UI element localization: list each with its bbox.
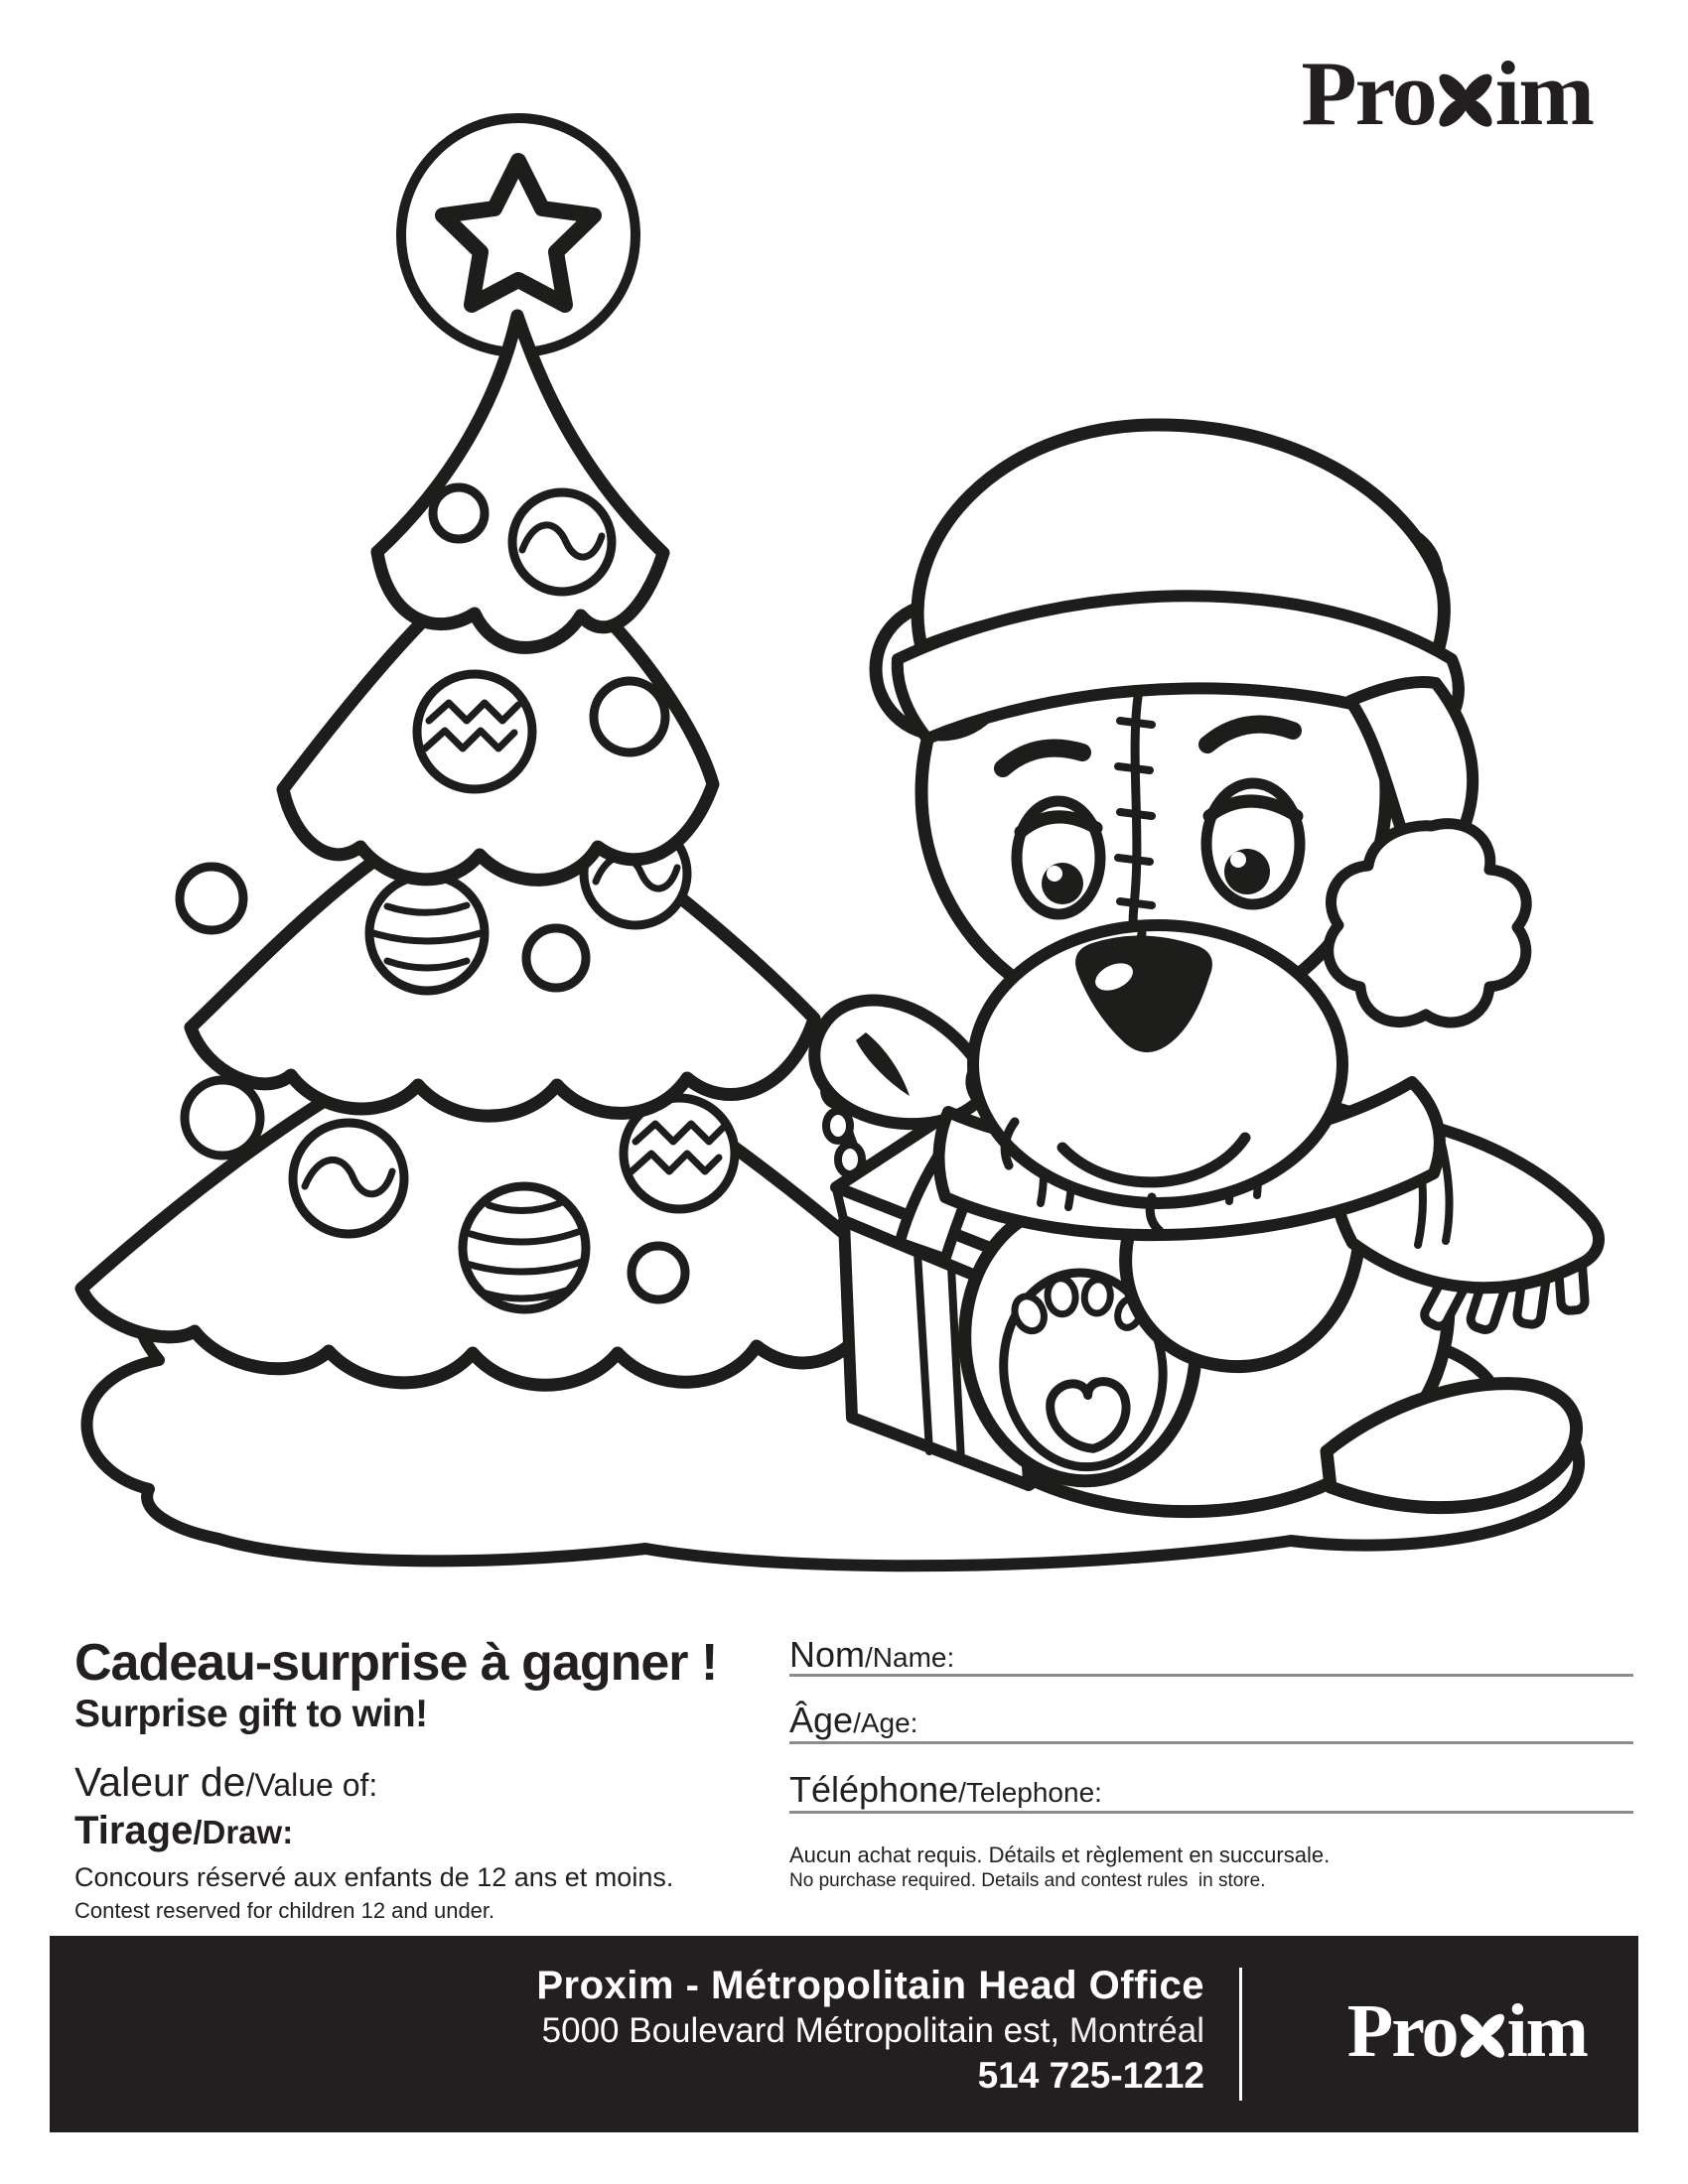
age-field-line[interactable] — [789, 1741, 1633, 1744]
footer-office-name: Proxim - Métropolitain Head Office — [536, 1964, 1204, 2007]
draw-line — [74, 1809, 293, 1853]
proxim-logo-text-post: im — [1506, 1989, 1587, 2073]
christmas-tree-icon — [81, 316, 892, 1385]
footer-divider — [1239, 1968, 1242, 2101]
proxim-x-icon — [1454, 2005, 1511, 2063]
headline-fr: Cadeau-surprise à gagner ! — [74, 1634, 718, 1692]
teddy-bear-icon — [814, 425, 1599, 1512]
form-disclaimer-fr: Aucun achat requis. Détails et règlement en succursale. — [789, 1843, 1331, 1867]
age-field-label: Âge/Age: — [789, 1700, 918, 1740]
headline-en: Surprise gift to win! — [74, 1693, 428, 1735]
telephone-field-line[interactable] — [789, 1811, 1633, 1814]
footer-bar — [50, 1936, 1638, 2132]
footer-text-block — [536, 1962, 1204, 2099]
name-field-line[interactable] — [789, 1674, 1633, 1677]
eligibility-fr: Concours réservé aux enfants de 12 ans et moins. — [74, 1862, 674, 1892]
draw-label-fr: Tirage — [74, 1809, 194, 1852]
proxim-logo-footer — [1346, 1989, 1587, 2073]
value-line — [74, 1759, 377, 1806]
proxim-logo-text-post: im — [1494, 43, 1593, 144]
value-label-en: /Value of: — [245, 1767, 378, 1803]
footer-address: 5000 Boulevard Métropolitain est, Montréal — [541, 2011, 1204, 2050]
footer-phone: 514 725-1212 — [977, 2055, 1204, 2096]
form-disclaimer-en: No purchase required. Details and contest rules in store. — [789, 1870, 1266, 1891]
telephone-field-label: Téléphone/Telephone: — [789, 1769, 1102, 1810]
proxim-logo-text-pre: Pro — [1346, 1989, 1458, 2073]
name-field-label: Nom/Name: — [789, 1634, 955, 1675]
value-label-fr: Valeur de — [74, 1759, 246, 1805]
footer-city: Montréal — [1059, 2011, 1204, 2050]
draw-label-en: /Draw: — [193, 1814, 294, 1850]
proxim-logo-text-pre: Pro — [1301, 43, 1436, 144]
eligibility-en: Contest reserved for children 12 and under. — [74, 1898, 495, 1923]
